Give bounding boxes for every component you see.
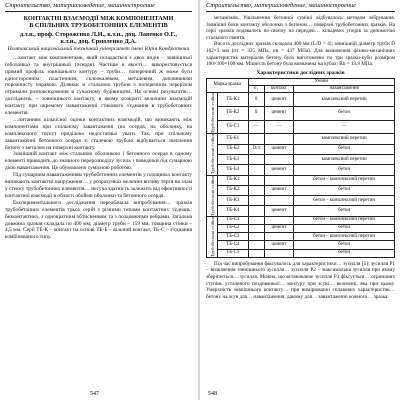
table-cell: комплексний перетин (294, 155, 395, 165)
table-group-label (207, 175, 218, 216)
table-row (207, 134, 395, 144)
table-title: Характеристики дослідних зразків (256, 69, 345, 76)
table-cell-mark: ТБ-Б2 (218, 144, 249, 154)
table-cell (248, 206, 264, 216)
table-cell-mark: ТБ-К2 (218, 185, 249, 195)
table-cell: комплексний перетин (294, 134, 395, 144)
group-label-text: Трубобетонні стійки (209, 93, 215, 134)
table-cell: цемент (264, 107, 294, 121)
table-row (207, 144, 395, 154)
table-cell: 0 (248, 93, 264, 107)
table-cell-mark: ТБ-С1 (218, 120, 249, 134)
table-cell: бетон (294, 144, 395, 154)
author-line: д.т.н., проф. Сторожснко Л.И., к.т.н., доц. Лавенко О.Г., (20, 30, 177, 38)
table-cell-mark: ТБ-Б3 (218, 155, 249, 165)
table-header-series: Марка зразка (207, 78, 249, 93)
table-cell: бетон (294, 241, 395, 249)
page-number: 547 (90, 391, 99, 397)
header-rule (5, 11, 192, 12)
table-cell: комплексний перетин (294, 93, 395, 107)
body-paragraph: Зовнішній контакт між стальною оболонкою і бетонного осердя в одному елементі приводить до значного перерозподілу зусиль і поведінки під сумарною дією навантаження. Це обумовлено сумісною роботою. (5, 151, 192, 172)
table-row (207, 120, 395, 134)
table-cell (248, 249, 264, 257)
running-head: Строительство, материаловедение, машиностроение (206, 2, 356, 9)
table-cell-mark: ТБ-Б4 (218, 165, 249, 175)
table-cell: бетон (294, 224, 395, 232)
table-row (207, 185, 395, 195)
table-cell: бетон – комплексний перетин (294, 196, 395, 206)
table-cell: 0 (248, 107, 264, 121)
table-cell (264, 196, 294, 206)
group-label-text: Трубобетонні стійки (209, 216, 215, 257)
table-row (207, 196, 395, 206)
table-cell-mark: ТБ-К1 (218, 93, 249, 107)
body-paragraph: …контакт між компонентами, який складається з двох видів – зовнішньої (оболонка) та внутрішньої (осердя). Частіше в якості… використовується прямий профіль зовнішнього контуру – труби… поперечний ж може бути едностороннім: пластичним, склоокалевим, металевим, доповнюючи порожнисту оправою. Ділянки зі стальною трубою з поперечним перерізом отримали розповсюдження в сучасному будівництві. На основі результатів… досліджень, – зовнішнього контакту, в якому розкриті величини взаємодій контакту при окремому навантаженні стикового з'єднання в трубобетонних елементів. (5, 54, 192, 117)
table-cell (264, 175, 294, 185)
table-cell: — (294, 120, 395, 134)
body-paragraph: Під час випробування фіксувалось для характеристики… зусилля [5]: зусилля Р1 – визначення зовнішнього зусилля… зусилля Р2 – максимальна зусилля при якому зберігається… зусилля. Можна, що встановлене зусилля Р3 фіксується… отриманих ступінь усталеного поздовжньої… контуру при зсуві… величині, яка при цьому. Умерхність зовнішнього контакту… при вимірюванні сплавових характеристик… бетону на зсув для… навантаження, даному для… завантаженні кожного… зразка. (206, 260, 395, 300)
table-row (207, 249, 395, 257)
table-cell-mark: ТБ-С2 (218, 224, 249, 232)
table-cell: цемент (264, 224, 294, 232)
page-number: 548 (208, 391, 217, 397)
table-cell-mark: ТБ-Б1 (218, 134, 249, 144)
table-row (207, 107, 395, 121)
table-cell (248, 241, 264, 249)
table-cell: D/4 (248, 144, 264, 154)
body-paragraph: Під сумарним навантаженням трубобетонних елементів у площинах контакту виникають контактні напруження… у розрахунках величин впливу тертя на злам у стиску трубобетонних елементів… несуча здатність залежить від ефективності контактної взаємодії в області обойми оболонки та бетонного осердя. (5, 172, 193, 199)
table-cell (264, 233, 294, 241)
body-paragraph: …питанням кількісної оцінки контактних взаємодій, що виникають між компонентами при спільному завантаженні (на осердя, на оболонку, на комплексного тиску) приділено недостатньо уваги. Так, при спільному завантаженні бетонного осердя зі сталевою трубою відбувається зчеплення бетону з металом на поверхні контакту. (5, 116, 192, 151)
table-cell: цемент (264, 185, 294, 195)
table-cell-mark: ТБ-С3 (218, 233, 249, 241)
table-cell: бетон – комплексний перетин (294, 233, 395, 241)
body-paragraph: Експериментального дослідження передбачала випробування… зразків трубобетонних елементів трьох серій з різними типами контактних з'єднань: безконтактних, з однократним обтисненням та з поздовжніми ребрами. Загальна довжина зразків складала по 400 мм; діаметр труби – 159 мм, товщина стінки – 4,5 мм. Серії ТБ-К – контакт на основі ТБ-Б – вільний контакт, ТБ-С – з'єднання комбінованого типу. (5, 199, 192, 241)
table-cell: бетон (294, 249, 395, 257)
book-gutter (198, 0, 200, 400)
table-group-label (207, 216, 218, 257)
header-rule (206, 11, 395, 12)
affiliation: Полтавський національний технічний університет імені Юрія Кондратюка (7, 45, 190, 52)
table-cell-mark: ТБ-К2 (218, 107, 249, 121)
table-cell (248, 155, 264, 165)
table-cell (264, 134, 294, 144)
table-cell: бетон – комплексний перетин (294, 216, 395, 224)
table-cell (248, 233, 264, 241)
table-cell: бетон (294, 107, 395, 121)
table-cell: бетон – комплексний перетин (294, 175, 395, 185)
table-cell: — (248, 120, 264, 134)
running-head: Строительство, материаловедение, машиностроение (5, 2, 155, 9)
table-header-col: σ₁ (248, 86, 264, 93)
title-line: КОНТАКТНІ ВЗАЄМОДІЇ МІЖ КОМПОНЕНТАМИ (23, 15, 174, 22)
body-paragraph: механізмів. Ущільнення бетонної суміші відбувалось методом вібрування. Зовнішні боки контакту оболонки з бетоном… поверхні трубобетонних зразків. На серії зразків подавалось по-своєму на передачі… кільцевих упорів за допомогою стального гвинта. (206, 15, 395, 41)
table-row (207, 165, 395, 175)
authors (5, 31, 192, 46)
table-cell-mark: ТБ-К1 (218, 175, 249, 185)
table-cell: — (264, 120, 294, 134)
table-cell-mark: ТБ-К4 (218, 206, 249, 216)
table-cell: цемент (264, 206, 294, 216)
table-body (207, 93, 395, 258)
table-row (207, 224, 395, 232)
table-cell-mark: ТБ-К3 (218, 196, 249, 206)
table-cell-mark: ТБ-С1 (218, 216, 249, 224)
left-page (0, 0, 196, 400)
table-cell: бетон (294, 185, 395, 195)
table-cell-mark: ТБ-С4 (218, 241, 249, 249)
table-header-col: навантаження (294, 86, 395, 93)
table-cell: цемент (264, 93, 294, 107)
table-row (207, 175, 395, 185)
title-line: В СПІЛЬНИХ ТРУБОБЕТОННИХ ЕЛЕМЕНТІВ (29, 22, 168, 30)
table-header-conditions: Умови (248, 78, 394, 85)
table-cell: цемент (264, 144, 294, 154)
group-label-text: Трубобетонні стійки (209, 134, 215, 175)
table-cell: бетон (294, 165, 395, 175)
table-cell-mark: ТБ-С5 (218, 249, 249, 257)
table-cell: бетон (294, 206, 395, 216)
specimen-table (206, 78, 395, 258)
group-label-text: Трубобетонні стійки (209, 175, 215, 216)
table-cell (248, 185, 264, 195)
article-title (5, 15, 192, 30)
table-cell (248, 134, 264, 144)
table-cell (248, 165, 264, 175)
table-cell: цемент (264, 165, 294, 175)
table-row (207, 93, 395, 107)
table-cell (248, 175, 264, 185)
table-group-label (207, 93, 218, 134)
table-header-col: контакт (264, 86, 294, 93)
table-cell (264, 249, 294, 257)
table-cell (248, 224, 264, 232)
table-group-label (207, 134, 218, 175)
body-paragraph: Висота дослідних зразків складала 400 мм (L/D = 4); зовнішній діаметр труби D 102×3 мм (σт = 325 МПа, σв = 437 МПа). Для визначення фізико-механічних характеристик матеріалів бетону було виготовлено по три зразки-куби розміром 100×100×100 мм. Міцність бетону була визначена на кубах: Rb = 13,8 МПа. (206, 41, 395, 68)
table-row (207, 216, 395, 224)
table-cell (264, 155, 294, 165)
table-row (207, 233, 395, 241)
table-row (207, 206, 395, 216)
author-line: к.т.н., доц. Єрмоленко Д.А. (60, 38, 137, 46)
table-row (207, 241, 395, 249)
table-row (207, 155, 395, 165)
table-cell (264, 216, 294, 224)
right-page (202, 0, 398, 400)
table-cell: цемент (264, 241, 294, 249)
table-cell (248, 216, 264, 224)
table-cell (248, 196, 264, 206)
